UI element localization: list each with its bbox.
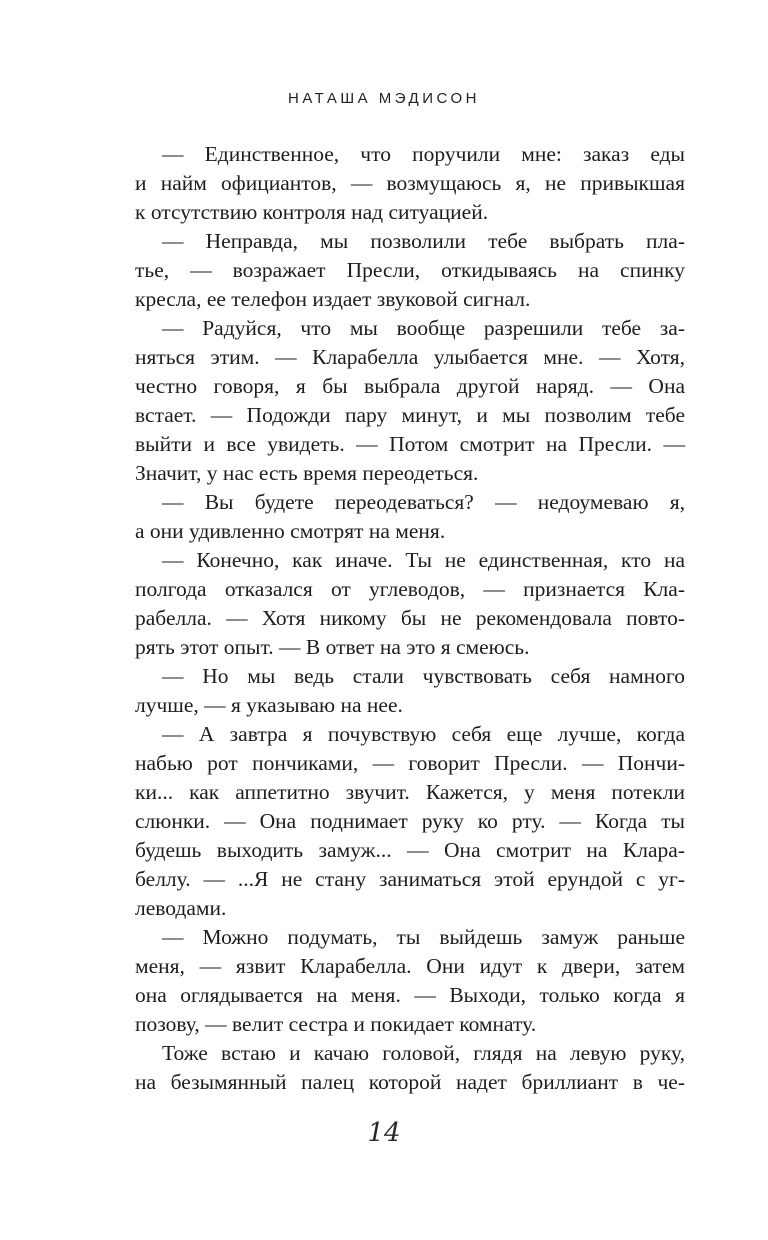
text-line: на безымянный палец которой надет бриллиант в че- — [135, 1070, 685, 1094]
text-line: — Радуйся, что мы вообще разрешили тебе за- — [162, 316, 685, 340]
text-line: и найм официантов, — возмущаюсь я, не привыкшая — [135, 171, 685, 195]
text-line: — Но мы ведь стали чувствовать себя намного — [162, 664, 685, 688]
text-line: Тоже встаю и качаю головой, глядя на левую руку, — [162, 1041, 685, 1065]
text-line: набью рот пончиками, — говорит Пресли. — Пончи- — [135, 751, 685, 775]
text-line: позову, — велит сестра и покидает комнату. — [135, 1012, 537, 1036]
paragraph — [135, 546, 685, 662]
text-line: — Можно подумать, ты выйдешь замуж раньше — [162, 925, 685, 949]
text-line: няться этим. — Кларабелла улыбается мне. — Хотя, — [135, 345, 685, 369]
text-line: — А завтра я почувствую себя еще лучше, когда — [162, 722, 685, 746]
text-line: будешь выходить замуж... — Она смотрит на Клара- — [135, 838, 685, 862]
text-line: честно говоря, я бы выбрала другой наряд. — Она — [135, 374, 685, 398]
text-line: к отсутствию контроля над ситуацией. — [135, 200, 489, 224]
text-line: тье, — возражает Пресли, откидываясь на спинку — [135, 258, 685, 282]
text-line: рабелла. — Хотя никому бы не рекомендовала повто- — [135, 606, 685, 630]
paragraph — [135, 1039, 685, 1097]
text-line: она оглядывается на меня. — Выходи, только когда я — [135, 983, 685, 1007]
text-line: леводами. — [135, 896, 227, 920]
paragraph — [135, 140, 685, 227]
text-line: — Единственное, что поручили мне: заказ еды — [162, 142, 685, 166]
text-line: беллу. — ...Я не стану заниматься этой ерундой с уг- — [135, 867, 685, 891]
running-header-author: НАТАША МЭДИСОН — [288, 90, 480, 107]
text-line: лучше, — я указываю на нее. — [135, 693, 403, 717]
text-line: ки... как аппетитно звучит. Кажется, у меня потекли — [135, 780, 685, 804]
paragraph — [135, 488, 685, 546]
text-line: а они удивленно смотрят на меня. — [135, 519, 446, 543]
text-line: кресла, ее телефон издает звуковой сигнал. — [135, 287, 531, 311]
text-line: выйти и все увидеть. — Потом смотрит на Пресли. — — [135, 432, 685, 456]
text-line: встает. — Подожди пару минут, и мы позволим тебе — [135, 403, 685, 427]
text-line: меня, — язвит Кларабелла. Они идут к двери, затем — [135, 954, 685, 978]
text-line: — Конечно, как иначе. Ты не единственная, кто на — [162, 548, 685, 572]
text-line: — Вы будете переодеваться? — недоумеваю я, — [162, 490, 685, 514]
text-line: полгода отказался от углеводов, — признается Кла- — [135, 577, 685, 601]
text-line: Значит, у нас есть время переодеться. — [135, 461, 479, 485]
paragraph — [135, 923, 685, 1039]
text-line: рять этот опыт. — В ответ на это я смеюсь. — [135, 635, 530, 659]
paragraph — [135, 662, 685, 720]
paragraph — [135, 314, 685, 488]
page-number: 14 — [367, 1118, 401, 1148]
text-line: слюнки. — Она поднимает руку ко рту. — Когда ты — [135, 809, 685, 833]
paragraph — [135, 227, 685, 314]
text-line: — Неправда, мы позволили тебе выбрать пла- — [162, 229, 685, 253]
body-text — [135, 140, 685, 1097]
paragraph — [135, 720, 685, 923]
